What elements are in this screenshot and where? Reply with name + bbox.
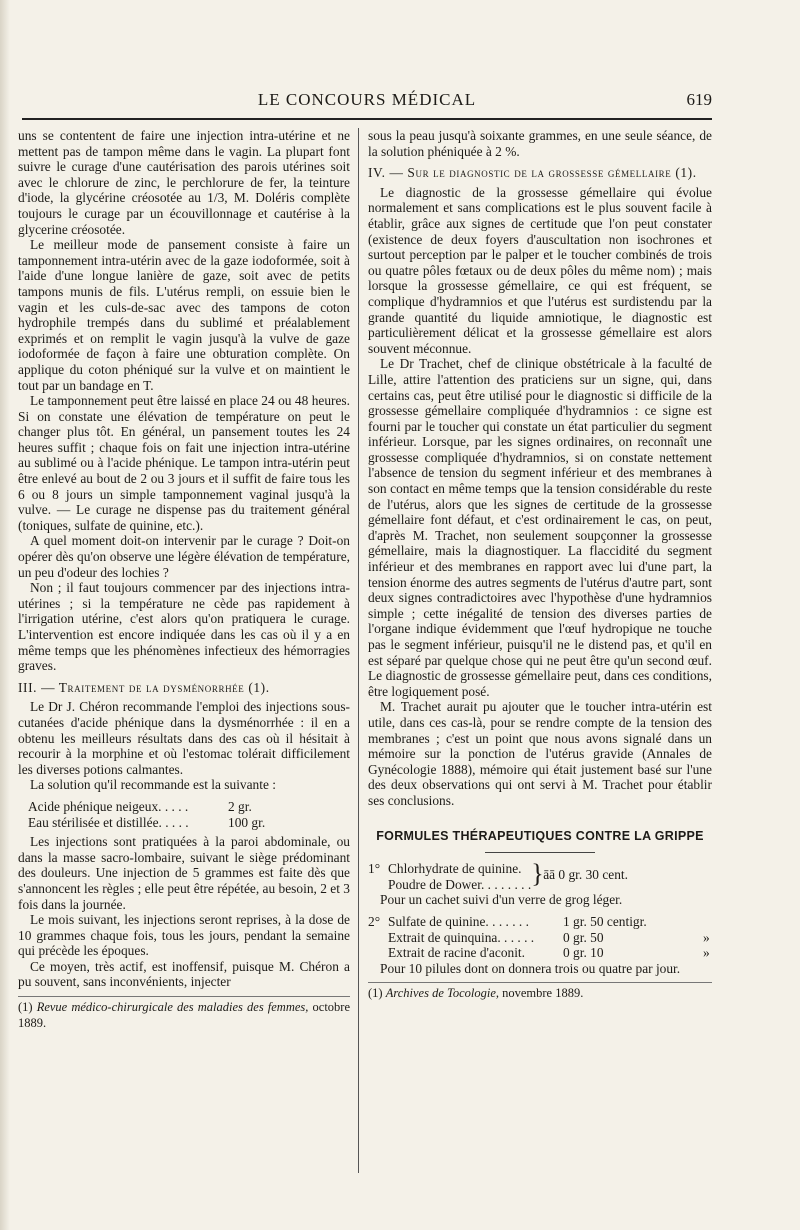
formula-number: 2° [368,913,381,929]
page-header [22,88,712,120]
ingredient: Extrait de racine d'aconit. [388,945,525,961]
ingredient: Sulfate de quinine. . . . . . . [388,913,529,929]
paragraph: Non ; il faut toujours commencer par des injections intra-utérines ; si la température ne cède pas rapidement à l'irrigation utérine, c'est alors qu'on pratiquera le curage. L'intervention est encore indiquée dans les cas où il y a en même temps que les phénomènes infectieux des hémorragies graves. [18,580,350,674]
page-binding-edge [0,0,10,1230]
footnote-number: (1) [18,1000,33,1015]
ingredient: Poudre de Dower. . . . . . . . [388,876,532,892]
paragraph: La solution qu'il recommande est la suivante : [30,777,276,793]
recipe-row [28,815,350,831]
dose: 0 gr. 10 [563,945,604,961]
paragraph: Le mois suivant, les injections seront reprises, à la dose de 10 grammes chaque fois, tous les jours, pendant la semaine qui précède les époques. [18,912,350,959]
ingredient: Acide phénique neigeux. . . . . [28,798,189,814]
formula-2 [368,914,712,976]
footnote-number: (1) [368,986,383,1001]
paragraph: Le tamponnement peut être laissé en place 24 ou 48 heures. Si on constate une élévation de température on peut le changer plus tôt. En général, un pansement toutes les 24 heures suffit ; chaque fois on fait une injection intra-utérine au sublimé ou à l'acide phénique. Le tampon intra-utérin peut être enlevé au bout de 2 ou 3 jours et il suffit de faire tous les 6 ou 8 jours un simple tamponnement vaginal jusqu'à la vulve. — Le curage ne dispense pas du traitement général (toniques, sulfate de quinine, etc.). [18,393,350,533]
recipe-row [368,945,712,961]
footnote [18,996,350,1031]
paragraph: Le diagnostic de la grossesse gémellaire qui évolue normalement et sans complications est le plus souvent facile à établir, grâce aux signes de certitude que l'on peut constater (existence de deux foyers d'auscultation non isochrones et surtout perception par le palper et le toucher combinés de trois ou quatre pôles fœtaux ou de deux pôles du même nom) ; mais lorsque la grossesse gémellaire, ce qui est fréquent, se complique d'hydramnios et que l'utérus est surdistendu par la grande quantité du liquide amniotique, le diagnostic est particulièrement délicat et la grossesse gémellaire est alors souvent méconnue. [368,184,712,356]
formulas-heading: FORMULES THÉRAPEUTIQUES CONTRE LA GRIPPE [376,828,704,843]
recipe-row [368,930,712,946]
dose: āā 0 gr. 30 cent. [543,867,628,883]
paragraph: Le Dr Trachet, chef de clinique obstétricale à la faculté de Lille, attire l'attention des praticiens sur un signe, qui, dans certains cas, peut être utilisé pour le diagnostic si difficile de la grossesse gémellaire compliquée d'hydramnios : ce signe est fourni par le toucher qui constate un état particulier du segment inférieur. Lorsque, par les signes ordinaires, on reconnaît une grossesse compliquée d'hydramnios, si on constate nettement l'absence de tension du segment inférieur et des membranes à son contact en même temps que la tension considérable du reste de l'utérus, alors que les signes de certitude de la grossesse gémellaire font défaut, et c'est ordinairement le cas, on peut, d'après M. Trachet, non seulement soupçonner la grossesse gémellaire, mais la diagnostiquer. La flaccidité du segment inférieur et des membranes en rapport avec lui d'une part, la tension énorme des autres segments de l'utérus d'autre part, sont deux signes contradictoires avec l'hypothèse d'une hydramnios simple ; cette inégalité de tension des diverses parties de l'organe indique évidemment que l'œuf hydropique ne touche pas le segment inférieur, puisqu'il ne le distend pas, et qu'il en est séparé par quelque chose qui ne peut être qu'un second œuf. Le diagnostic de grossesse gémellaire peut, dans ces conditions, être logiquement posé. [368,356,712,699]
solution-recipe [28,799,350,830]
ditto-mark: » [703,929,710,945]
page-number: 619 [686,90,712,109]
paragraph: uns se contentent de faire une injection intra-utérine et ne mettent pas de tampon même dans le vagin. La plupart font suivre le curage d'une cautérisation des parois utérines soit avec le chlorure de zinc, le perchlorure de fer, la teinture d'iode, la glycérine créosotée au 1/3, M. Doléris complète toujours le curage par un écouvillonnage et cautérise à la glycerine créosotée. [18,128,350,237]
ingredient: Extrait de quinquina. . . . . . [388,929,535,945]
heading-rule [485,852,595,853]
column-divider [358,128,359,1173]
paragraph: Le Dr J. Chéron recommande l'emploi des injections sous-cutanées d'acide phénique dans la dysménorrhée : il en a obtenu les meilleurs résultats dans des cas où il hésitait à recourir à la morphine et où l'estomac tolérait difficilement les diverses potions calmantes. [18,699,350,777]
footnote-date: novembre 1889. [502,986,584,1001]
dose: 1 gr. 50 centigr. [563,913,647,929]
ingredient-list [388,861,531,892]
left-column [18,128,350,1031]
brace-symbol: } [531,859,544,889]
paragraph: Le meilleur mode de pansement consiste à faire un tamponnement intra-utérin avec de la gaze iodoformée, soit à l'aide d'une longue lanière de gaze, soit avec de petits tampons munis de fils. L'utérus rempli, on essuie bien le vagin et les culs-de-sac avec des tampons de coton hydrophile trempés dans du sublimé et préalablement exprimés et on remplit le vagin jusqu'à la vulve de gaze iodoformée de façon à faire une obturation complète. On applique du coton phéniqué sur la vulve et on maintient le tout par un bandage en T. [18,237,350,393]
paragraph: Ce moyen, très actif, est inoffensif, puisque M. Chéron a pu souvent, sans inconvénients, injecter [18,958,350,990]
recipe-row [368,914,712,930]
paragraph: A quel moment doit-on intervenir par le curage ? Doit-on opérer dès qu'on observe une légère élévation de température, un peu d'odeur des lochies ? [18,533,350,580]
dose: 0 gr. 50 [563,929,604,945]
paragraph: Pour un cachet suivi d'un verre de grog léger. [380,892,623,908]
section-heading: III. — Traitement de la dysménorrhée (1). [18,679,270,695]
journal-title: LE CONCOURS MÉDICAL [257,90,477,109]
paragraph: Les injections sont pratiquées à la paroi abdominale, ou dans la masse sacro-lombaire, suivant le siège prédominant des douleurs. Une injection de 5 grammes est faite dès que s'annoncent les règles ; elle peut être répétée, au besoin, 2 et 3 fois dans la journée. [18,834,350,912]
recipe-block [368,861,712,892]
paragraph: Pour 10 pilules dont on donnera trois ou quatre par jour. [380,960,681,976]
ingredient: Chlorhydrate de quinine. [388,861,522,877]
right-column [368,128,712,1002]
section-heading: IV. — Sur le diagnostic de la grossesse gémellaire (1). [368,165,697,181]
footnote [368,982,712,1002]
ditto-mark: » [703,945,710,961]
recipe-row [28,799,350,815]
footnote-source: Revue médico-chirurgicale des maladies des femmes, [36,1000,309,1015]
paragraph: sous la peau jusqu'à soixante grammes, en une seule séance, de la solution phéniquée à 2 %. [368,128,712,159]
dose: 2 gr. [228,798,252,814]
formula-number: 1° [368,861,381,877]
ingredient: Eau stérilisée et distillée. . . . . [28,814,189,830]
footnote-date: octobre 1889. [18,1000,350,1030]
paragraph: M. Trachet aurait pu ajouter que le toucher intra-utérin est utile, dans ces cas-là, pour se rendre compte de la tension des membranes ; c'est un point que nous avons signalé dans un mémoire sur la ponction de l'utérus gravide (Annales de Gynécologie 1888), mémoire qui était justement basé sur l'une des deux observations qui ont servi à M. Trachet pour établir ses conclusions. [368,699,712,808]
footnote-source: Archives de Tocologie, [385,986,499,1001]
dose: 100 gr. [228,814,266,830]
formula-1 [368,861,712,908]
